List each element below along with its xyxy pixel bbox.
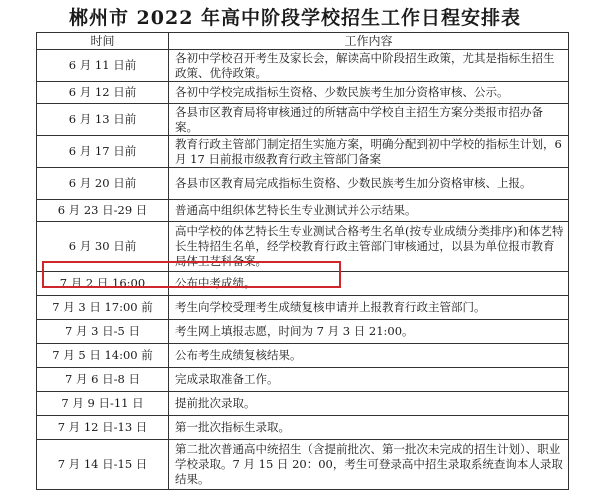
table-row [37, 296, 569, 320]
row-time: 7 月 3 日 17:00 前 [37, 296, 169, 320]
row-content: 提前批次录取。 [169, 392, 569, 416]
row-time: 7 月 5 日 14:00 前 [37, 344, 169, 368]
header-time: 时间 [37, 33, 169, 50]
row-time: 6 月 20 日前 [37, 168, 169, 200]
row-time: 6 月 12 日前 [37, 82, 169, 104]
row-content: 各初中学校完成指标生资格、少数民族考生加分资格审核、公示。 [169, 82, 569, 104]
row-content: 公布考生成绩复核结果。 [169, 344, 569, 368]
row-time: 6 月 13 日前 [37, 104, 169, 136]
row-time: 6 月 30 日前 [37, 222, 169, 272]
table-row [37, 320, 569, 344]
table-row [37, 136, 569, 168]
row-content: 第二批次普通高中统招生（含提前批次、第一批次未完成的招生计划）、职业学校录取。7 月 15 日 20：00，考生可登录高中招生录取系统查询本人录取结果。 [169, 440, 569, 490]
row-content: 各初中学校召开考生及家长会，解读高中阶段招生政策，尤其是指标生招生政策、优待政策。 [169, 50, 569, 82]
row-content: 普通高中组织体艺特长生专业测试并公示结果。 [169, 200, 569, 222]
table-row [37, 168, 569, 200]
row-content: 各县市区教育局将审核通过的所辖高中学校自主招生方案分类报市招办备案。 [169, 104, 569, 136]
row-time: 7 月 6 日-8 日 [37, 368, 169, 392]
row-content: 考生向学校受理考生成绩复核申请并上报教育行政主管部门。 [169, 296, 569, 320]
table-row [37, 440, 569, 490]
row-content: 高中学校的体艺特长生专业测试合格考生名单(按专业成绩分类排序)和体艺特长生特招生名单，经学校教育行政主管部门审核通过，以县为单位报市教育局体卫艺科备案。 [169, 222, 569, 272]
table-row [37, 82, 569, 104]
row-content: 完成录取准备工作。 [169, 368, 569, 392]
row-time: 6 月 17 日前 [37, 136, 169, 168]
row-time: 6 月 11 日前 [37, 50, 169, 82]
table-row [37, 200, 569, 222]
row-content: 各县市区教育局完成指标生资格、少数民族考生加分资格审核、上报。 [169, 168, 569, 200]
header-content: 工作内容 [169, 33, 569, 50]
row-content: 第一批次指标生录取。 [169, 416, 569, 440]
table-row [37, 50, 569, 82]
row-time: 7 月 2 日 16:00 [37, 272, 169, 296]
row-time: 7 月 14 日-15 日 [37, 440, 169, 490]
row-content: 公布中考成绩。 [169, 272, 569, 296]
table-row [37, 368, 569, 392]
row-time: 6 月 23 日-29 日 [37, 200, 169, 222]
row-time: 7 月 12 日-13 日 [37, 416, 169, 440]
highlight-box [42, 261, 341, 288]
table-row [37, 104, 569, 136]
row-time: 7 月 3 日-5 日 [37, 320, 169, 344]
table-row [37, 344, 569, 368]
row-content: 考生网上填报志愿，时间为 7 月 3 日 21:00。 [169, 320, 569, 344]
table-row [37, 392, 569, 416]
table-row [37, 416, 569, 440]
row-content: 教育行政主管部门制定招生实施方案，明确分配到初中学校的指标生计划，6 月 17 日前报市级教育行政主管部门备案 [169, 136, 569, 168]
page-title: 郴州市 2022 年高中阶段学校招生工作日程安排表 [68, 7, 522, 29]
table-header-row [37, 33, 569, 50]
row-time: 7 月 9 日-11 日 [37, 392, 169, 416]
